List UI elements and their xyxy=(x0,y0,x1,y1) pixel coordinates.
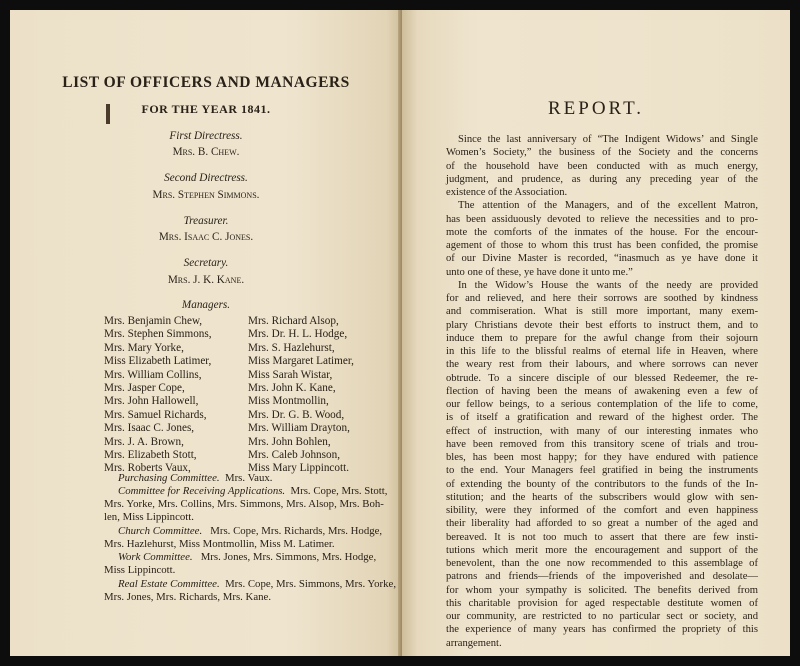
report-line: to the end. Your Managers feel gratified in being the instruments xyxy=(446,465,758,477)
committee-label: Committee for Receiving Applications. xyxy=(118,485,286,497)
manager-name: Mrs. John K. Kane, xyxy=(248,382,336,395)
report-line: in this life to the blissful realms of eternal life in Heaven, where xyxy=(446,346,758,357)
office-holder: Mrs. Stephen Simmons. xyxy=(152,189,260,201)
report-line: benevolent, than the one now recommended to this assemblage of xyxy=(446,558,758,569)
committee-members: Mrs. Hazlehurst, Miss Montmollin, Miss M. Latimer. xyxy=(104,538,335,550)
report-title: REPORT. xyxy=(547,98,645,119)
manager-name: Miss Sarah Wistar, xyxy=(248,368,333,381)
manager-name: Mrs. John Bohlen, xyxy=(248,435,331,448)
report-line: the experience of many years has confirmed the propriety of this xyxy=(446,624,758,636)
office-label: First Directress. xyxy=(169,130,243,142)
manager-name: Miss Mary Lippincott. xyxy=(248,462,349,475)
report-line: bles, has been most happy; for they have endured with patience xyxy=(446,452,758,463)
report-line: induce them to prepare for the awful change from their sojourn xyxy=(446,332,758,344)
manager-name: Mrs. William Drayton, xyxy=(248,422,350,435)
report-line: our community, are restricted to no particular sect or society, and xyxy=(446,611,758,622)
report-line: mote the comforts of the inmates of the house. For the encour- xyxy=(446,226,758,238)
manager-name: Mrs. S. Hazlehurst, xyxy=(248,341,335,354)
committee-members: Mrs. Yorke, Mrs. Collins, Mrs. Simmons, Mrs. Alsop, Mrs. Boh- xyxy=(104,498,384,510)
report-line: bereaved. It is not too much to assert that there are few insti- xyxy=(446,531,758,543)
book-spread xyxy=(10,10,790,656)
committee-members: Mrs. Vaux. xyxy=(224,472,273,484)
manager-name: Mrs. Roberts Vaux, xyxy=(104,462,191,475)
report-line: tutions which merit more the encouragement and support of the xyxy=(446,544,758,556)
manager-name: Mrs. Stephen Simmons, xyxy=(104,328,212,341)
report-line: plary Christians devote their best efforts to instruct them, and to xyxy=(446,319,758,331)
committee-label: Purchasing Committee. xyxy=(118,472,220,484)
manager-name: Mrs. J. A. Brown, xyxy=(104,435,184,448)
manager-name: Mrs. Caleb Johnson, xyxy=(248,449,340,462)
report-line: The attention of the Managers, and of the excellent Matron, xyxy=(458,200,758,212)
office-holder: Mrs. Isaac C. Jones. xyxy=(158,231,254,243)
report-line: patrons and friends—friends of the impoverished and desolate— xyxy=(446,571,758,583)
report-line: have been removed from this transitory scene of trials and trou- xyxy=(446,438,758,450)
manager-name: Mrs. Samuel Richards, xyxy=(104,408,207,421)
committee-label: Real Estate Committee. xyxy=(118,578,220,590)
right-page xyxy=(402,10,790,656)
committee-label: Work Committee. xyxy=(118,551,193,563)
manager-name: Mrs. Dr. H. L. Hodge, xyxy=(248,328,348,341)
report-line: Since the last anniversary of “The Indigent Widows’ and Single xyxy=(458,134,758,145)
report-line: for and relieved, and here their sorrows are soothed by kindness xyxy=(446,293,758,304)
report-line: of extending the bounty of the contributors to the funds of the In- xyxy=(446,478,758,490)
manager-name: Mrs. John Hallowell, xyxy=(104,395,199,408)
report-line: existence of the Association. xyxy=(446,187,568,198)
committee-entry xyxy=(118,485,387,498)
left-page-title: LIST OF OFFICERS AND MANAGERS xyxy=(62,74,350,91)
committee-members: Mrs. Cope, Mrs. Stott, xyxy=(290,485,388,497)
manager-name: Mrs. Elizabeth Stott, xyxy=(104,449,197,462)
manager-name: Mrs. Jasper Cope, xyxy=(104,382,185,395)
office-holder: Mrs. J. K. Kane. xyxy=(167,274,245,286)
report-line: unto one of these, ye have done it unto me.” xyxy=(446,266,633,278)
committee-members: Mrs. Jones, Mrs. Richards, Mrs. Kane. xyxy=(104,591,272,603)
committee-members: Mrs. Jones, Mrs. Simmons, Mrs. Hodge, xyxy=(200,551,377,563)
report-line: for whom your sympathy is solicited. The benefits derived from xyxy=(446,584,758,596)
report-line: flection of having been the means of awakening even a few of xyxy=(446,385,758,397)
managers-heading: Managers. xyxy=(181,299,231,311)
committee-members: Mrs. Cope, Mrs. Richards, Mrs. Hodge, xyxy=(210,525,383,537)
manager-name: Miss Margaret Latimer, xyxy=(248,355,354,368)
report-line: Women’s Society,” the business of the Society and the concerns xyxy=(446,147,758,159)
report-line: the weary rest from their labours, and where sorrows can never xyxy=(446,359,758,371)
office-label: Treasurer. xyxy=(183,215,229,227)
report-line: In the Widow’s House the wants of the needy are provided xyxy=(458,279,758,291)
managers-column-right xyxy=(248,315,354,476)
report-line: obtrude. To a sincere disciple of our blessed Redeemer, the re- xyxy=(446,372,758,384)
committee-entry xyxy=(118,578,396,591)
report-line: judgment, and prudence, as during any preceding year of the xyxy=(446,173,758,185)
report-line: stitution; and the hearts of the subscribers would glow with sen- xyxy=(446,491,758,503)
office-label: Second Directress. xyxy=(164,172,248,184)
committee-entry xyxy=(118,551,376,564)
report-line: this charitable provision for aged respectable destitute women of xyxy=(446,597,758,609)
report-line: of our Divine Master is recorded, “inasmuch as ye have done it xyxy=(446,253,758,265)
report-line: agement of those to whom this trust has been confided, the promise xyxy=(446,240,758,251)
committee-entry xyxy=(118,525,382,538)
report-line: our fellow beings, to a serious contemplation of the life to come, xyxy=(446,399,758,410)
report-body xyxy=(446,133,758,650)
managers-column-left xyxy=(104,315,212,476)
manager-name: Miss Elizabeth Latimer, xyxy=(104,355,212,368)
manager-name: Mrs. William Collins, xyxy=(104,368,202,381)
committee-entry xyxy=(118,472,272,485)
committee-label: Church Committee. xyxy=(118,525,203,537)
office-holder: Mrs. B. Chew. xyxy=(172,146,240,158)
report-line: has been assiduously devoted to relieve the necessities and to pro- xyxy=(446,213,758,225)
report-line: arrangement. xyxy=(446,637,502,649)
office-label: Secretary. xyxy=(183,257,229,269)
report-line: effect of instruction, with many of our interesting inmates who xyxy=(446,425,758,437)
left-page xyxy=(10,10,402,656)
manager-name: Miss Montmollin, xyxy=(248,395,329,408)
committee-members: Mrs. Cope, Mrs. Simmons, Mrs. Yorke, xyxy=(225,578,397,590)
manager-name: Mrs. Dr. G. B. Wood, xyxy=(248,408,345,421)
manager-name: Mrs. Mary Yorke, xyxy=(104,341,184,354)
report-line: sibility, were they informed of the comfort and even happiness xyxy=(446,505,758,516)
committee-members: Miss Lippincott. xyxy=(104,564,176,576)
manager-name: Mrs. Benjamin Chew, xyxy=(104,315,203,327)
report-line: and commiseration. What is still more important, many exem- xyxy=(446,306,758,318)
report-line: of the household have been conducted with as much energy, xyxy=(446,160,758,172)
report-line: is of itself a gratification and reward of the highest order. The xyxy=(446,412,758,424)
manager-name: Mrs. Richard Alsop, xyxy=(248,315,339,327)
committee-members: len, Miss Lippincott. xyxy=(104,511,194,523)
left-page-subtitle: FOR THE YEAR 1841. xyxy=(141,102,271,116)
manager-name: Mrs. Isaac C. Jones, xyxy=(104,422,195,435)
report-line: their liberality had afforded to so great a number of the aged and xyxy=(446,518,758,530)
